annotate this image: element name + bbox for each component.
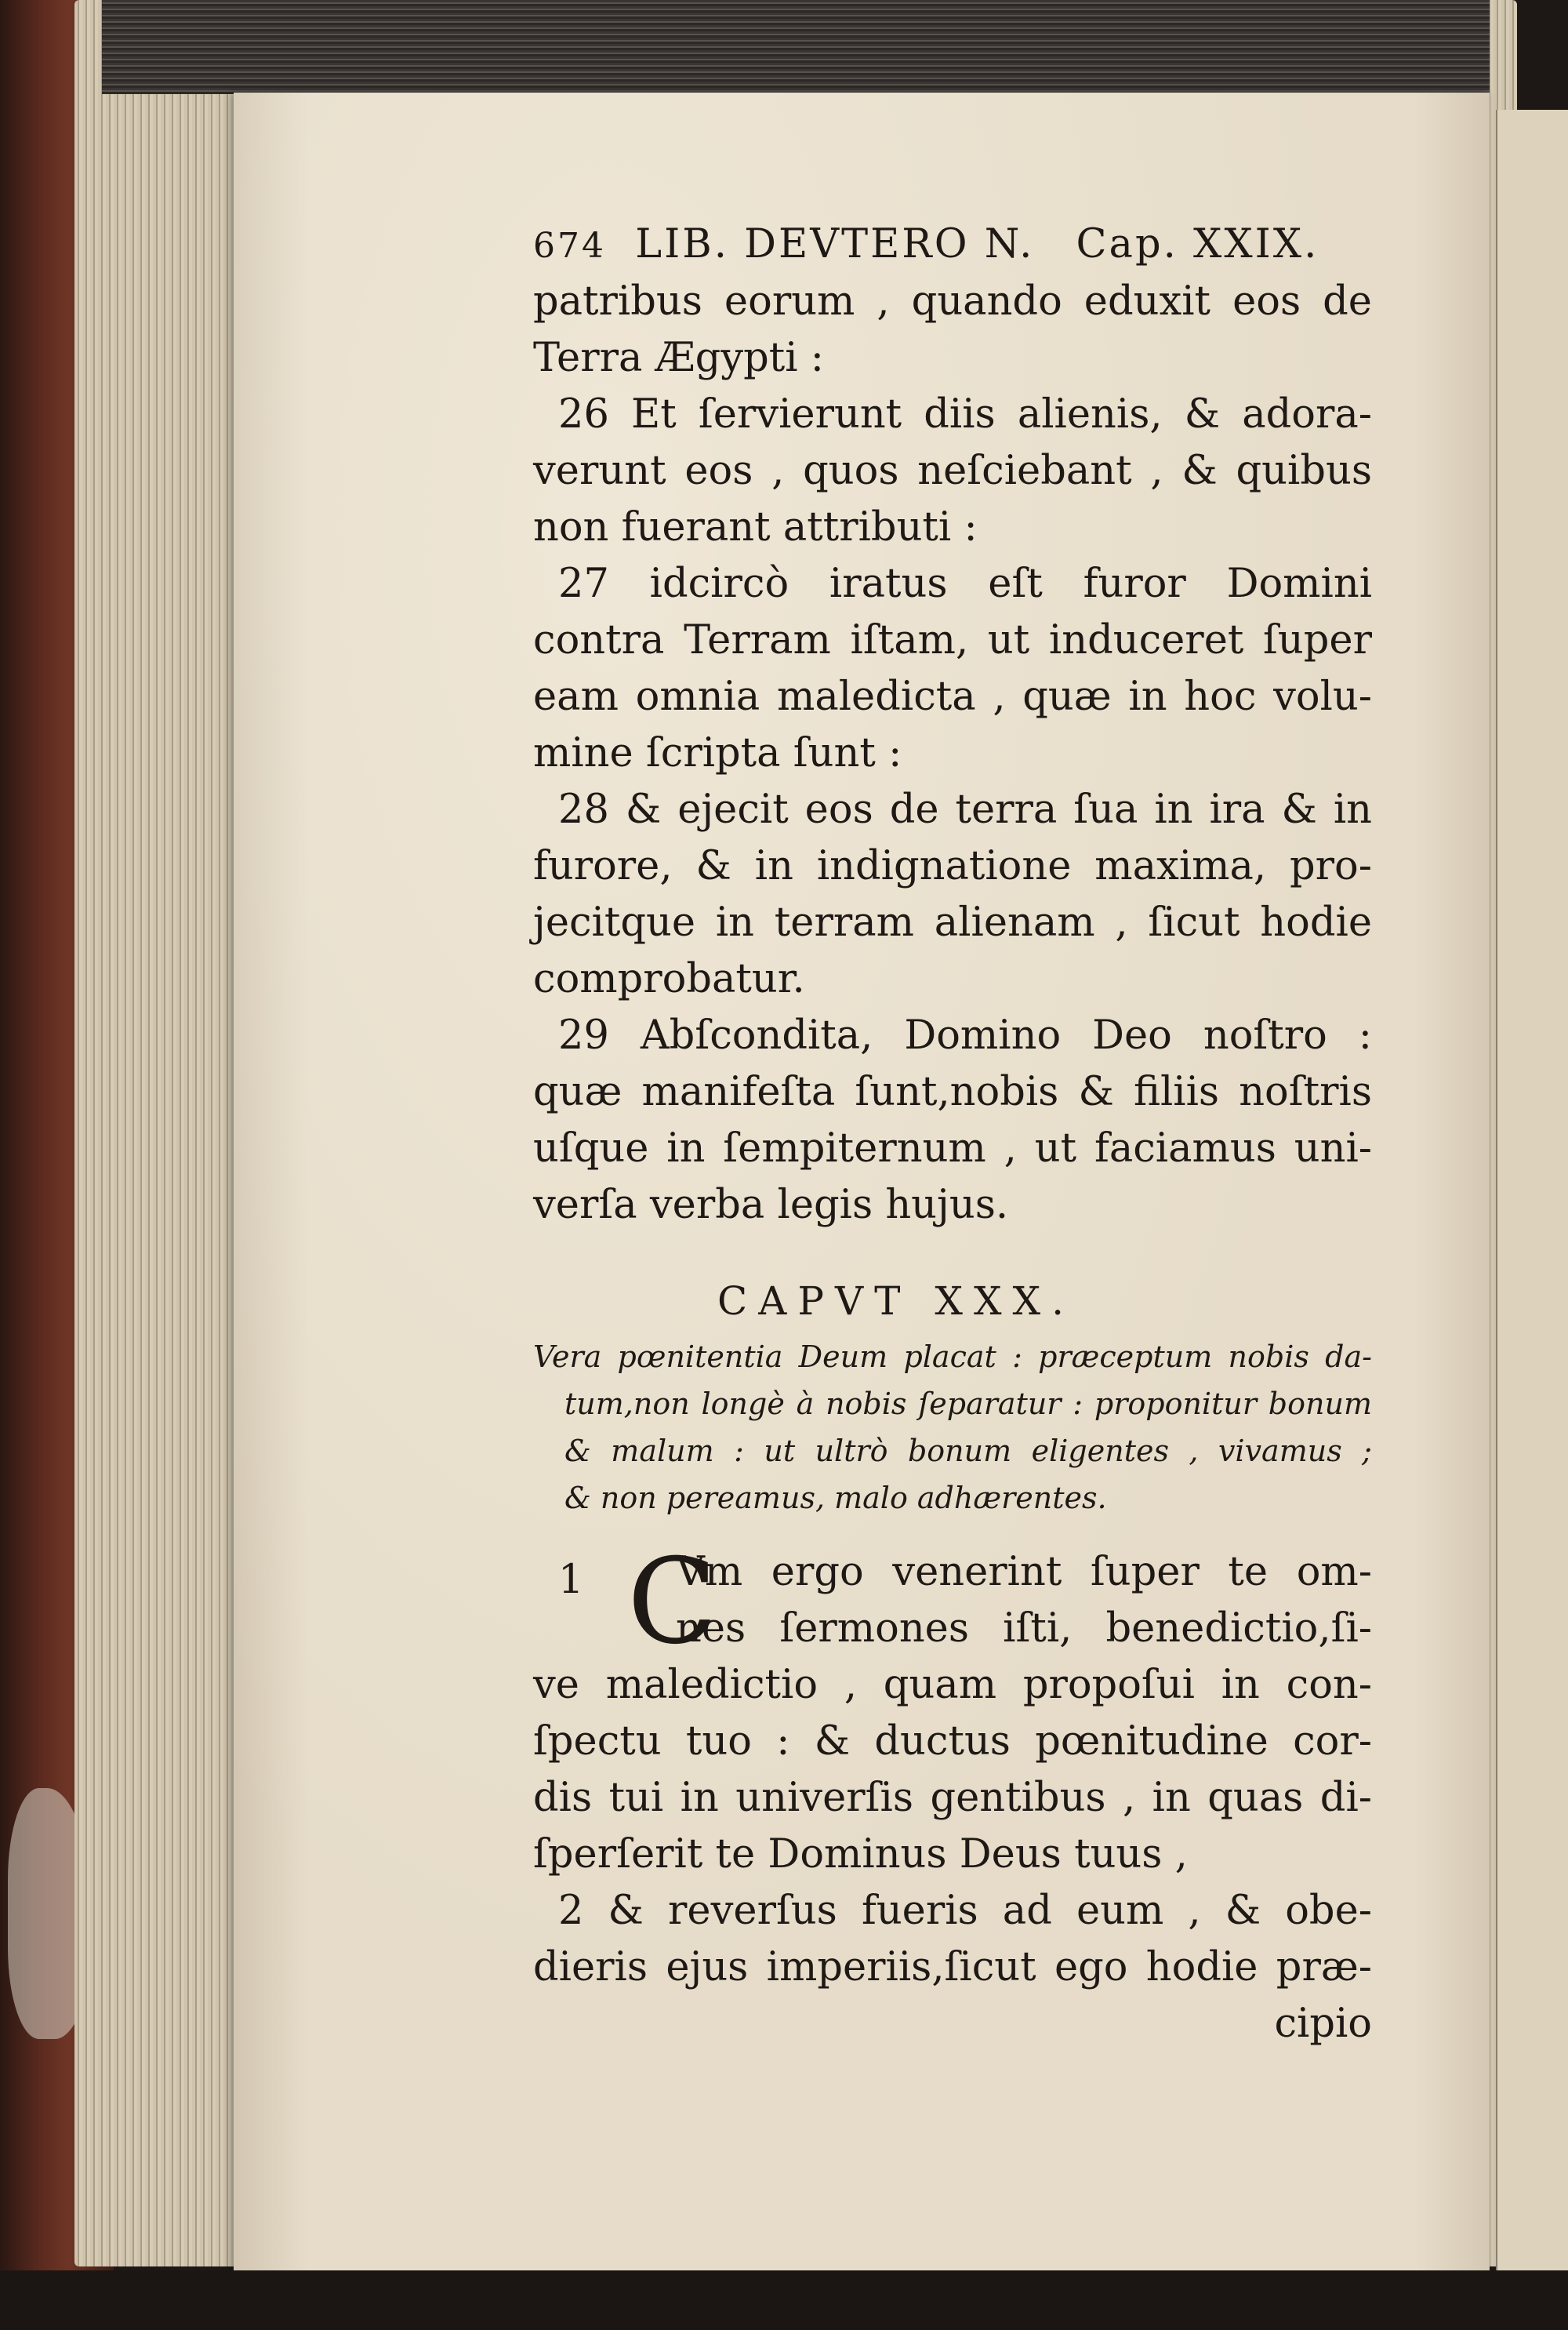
- verse-line: 26 Et ſervierunt diis alienis, & adora-: [558, 391, 1372, 438]
- text-line: contra Terram iſtam, ut induceret ſuper: [533, 617, 1372, 663]
- running-header: [533, 221, 1348, 267]
- summary-line: Vera pœnitentia Deum placat : præceptum nobis da-: [533, 1339, 1372, 1374]
- facing-page-edge: [1496, 110, 1568, 2274]
- verse-line: 29 Abſcondita, Domino Deo noſtro :: [558, 1012, 1372, 1059]
- text-line: quæ manifeſta ſunt,nobis & filiis noſtris: [533, 1069, 1372, 1115]
- text-line: Vm ergo venerint ſuper te om-: [676, 1549, 1372, 1595]
- summary-line: & non pereamus, malo adhærentes.: [564, 1481, 1107, 1515]
- chapter-reference: Cap. XXIX.: [1076, 221, 1319, 267]
- text-line: furore, & in indignatione maxima, pro-: [533, 843, 1372, 889]
- page-number: 674: [533, 226, 606, 266]
- text-line: eam omnia maledicta , quæ in hoc volu-: [533, 674, 1372, 720]
- text-line: comprobatur.: [533, 956, 805, 1002]
- verse-line: 28 & ejecit eos de terra ſua in ira & in: [558, 787, 1372, 833]
- verse-line: 27 idcircò iratus eſt furor Domini: [558, 561, 1372, 607]
- summary-line: & malum : ut ultrò bonum eligentes , vivamus ;: [564, 1434, 1372, 1468]
- text-line: nes ſermones iſti, benedictio,ſi-: [676, 1605, 1372, 1652]
- text-line: mine ſcripta ſunt :: [533, 730, 902, 776]
- verse-number: 1: [558, 1557, 584, 1603]
- text-line: ſpectu tuo : & ductus pœnitudine cor-: [533, 1718, 1372, 1765]
- text-line: dis tui in univerſis gentibus , in quas di-: [533, 1775, 1372, 1821]
- book-title: LIB. DEVTERO N.: [635, 221, 1035, 267]
- text-line: Terra Ægypti :: [533, 335, 824, 381]
- verse-line: 2 & reverſus fueris ad eum , & obe-: [558, 1888, 1372, 1934]
- text-line: verſa verba legis hujus.: [533, 1182, 1009, 1228]
- drop-cap: C: [627, 1534, 717, 1670]
- text-line: uſque in ſempiternum , ut faciamus uni-: [533, 1125, 1372, 1172]
- text-line: ſperſerit te Dominus Deus tuus ,: [533, 1831, 1188, 1877]
- text-line: non fuerant attributi :: [533, 504, 978, 551]
- text-line: jecitque in terram alienam , ſicut hodie: [533, 900, 1372, 946]
- background-surface: [0, 2270, 1568, 2330]
- text-line: dieris ejus imperiis,ſicut ego hodie præ-: [533, 1944, 1372, 1990]
- chapter-title: CAPVT XXX.: [717, 1278, 1076, 1324]
- text-line: patribus eorum , quando eduxit eos de: [533, 278, 1372, 325]
- text-line: verunt eos , quos neſciebant , & quibus: [533, 448, 1372, 494]
- summary-line: tum,non longè à nobis ſeparatur : proponitur bonum: [564, 1387, 1372, 1421]
- text-line: ve maledictio , quam propoſui in con-: [533, 1662, 1372, 1708]
- catchword: cipio: [1274, 2001, 1372, 2047]
- top-page-edges: [102, 0, 1490, 94]
